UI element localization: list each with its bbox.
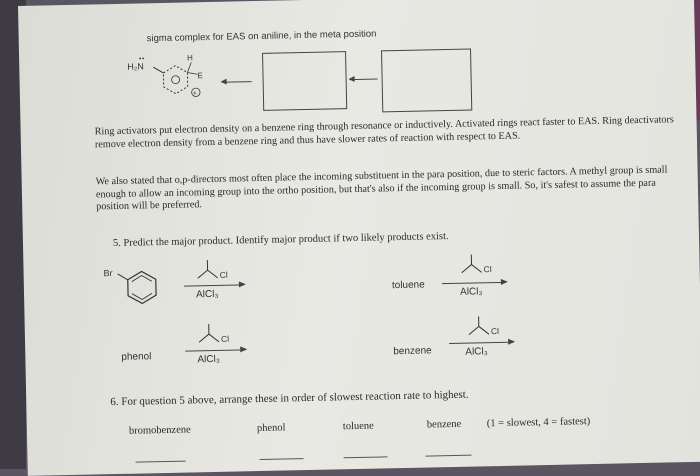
isopropyl-chloride-2 — [451, 250, 508, 277]
rank-key: (1 = slowest, 4 = fastest) — [486, 416, 591, 430]
answer-box-1[interactable] — [262, 51, 347, 111]
svg-text:Cl: Cl — [220, 333, 230, 344]
svg-text:+: + — [192, 90, 198, 98]
reagent-label-1: AlCl₃ — [195, 288, 219, 301]
svg-text:Br: Br — [103, 268, 113, 279]
isopropyl-chloride-3 — [189, 319, 246, 346]
reaction-arrow-3 — [185, 349, 245, 351]
resonance-arrow-2 — [350, 78, 378, 80]
sigma-complex-title: sigma complex for EAS on aniline, in the meta position — [146, 28, 377, 45]
amine-label: H₂N — [127, 61, 144, 72]
answer-blank-phenol[interactable] — [260, 458, 304, 460]
benzene-label: benzene — [393, 345, 432, 358]
phenol-label: phenol — [121, 351, 152, 363]
svg-text:Cl: Cl — [490, 326, 500, 337]
isopropyl-chloride-4 — [459, 312, 516, 339]
answer-box-2[interactable] — [381, 49, 472, 113]
question-6: 6. For question 5 above, arrange these in order of slowest reaction rate to highest. — [110, 388, 469, 409]
svg-text:E: E — [197, 71, 203, 81]
question-5: 5. Predict the major product. Identify major product if two likely products exist. — [112, 231, 449, 250]
svg-text:Cl: Cl — [483, 264, 492, 275]
isopropyl-chloride-1 — [187, 255, 244, 282]
reaction-arrow-2 — [442, 282, 506, 284]
worksheet-page — [18, 0, 700, 476]
activators-paragraph: Ring activators put electron density on a benzene ring through resonance or inductively. Activated rings react faster to EAS. Ring deactivators remove electron density from a benzene ring and thus have slower rates of reaction with respect to EAS. — [94, 114, 674, 151]
reagent-label-3: AlCl₃ — [197, 353, 220, 366]
bromobenzene-structure — [103, 261, 174, 306]
directors-paragraph: We also stated that o,p-directors most often place the incoming substituent in the para position, due to steric factors. A methyl group is small enough to allow an incoming group into the ortho position, but that's also if the incoming group is small. So, it's safest to assume the para position will be preferred. — [95, 164, 668, 213]
reaction-arrow-4 — [449, 342, 513, 344]
reagent-label-4: AlCl₃ — [465, 346, 488, 358]
svg-text:Cl: Cl — [219, 269, 228, 280]
sigma-complex-structure — [123, 43, 244, 104]
reagent-label-2: AlCl₃ — [459, 286, 483, 298]
compare-phenol: phenol — [256, 422, 286, 435]
answer-blank-bromobenzene[interactable] — [136, 461, 186, 463]
compare-benzene: benzene — [426, 418, 462, 431]
answer-blank-benzene[interactable] — [426, 455, 472, 457]
reaction-arrow-1 — [184, 284, 244, 286]
compare-bromobenzene: bromobenzene — [128, 424, 191, 437]
answer-blank-toluene[interactable] — [344, 456, 388, 458]
compare-toluene: toluene — [342, 420, 374, 433]
toluene-label: toluene — [391, 279, 425, 292]
svg-text:H: H — [187, 53, 193, 63]
